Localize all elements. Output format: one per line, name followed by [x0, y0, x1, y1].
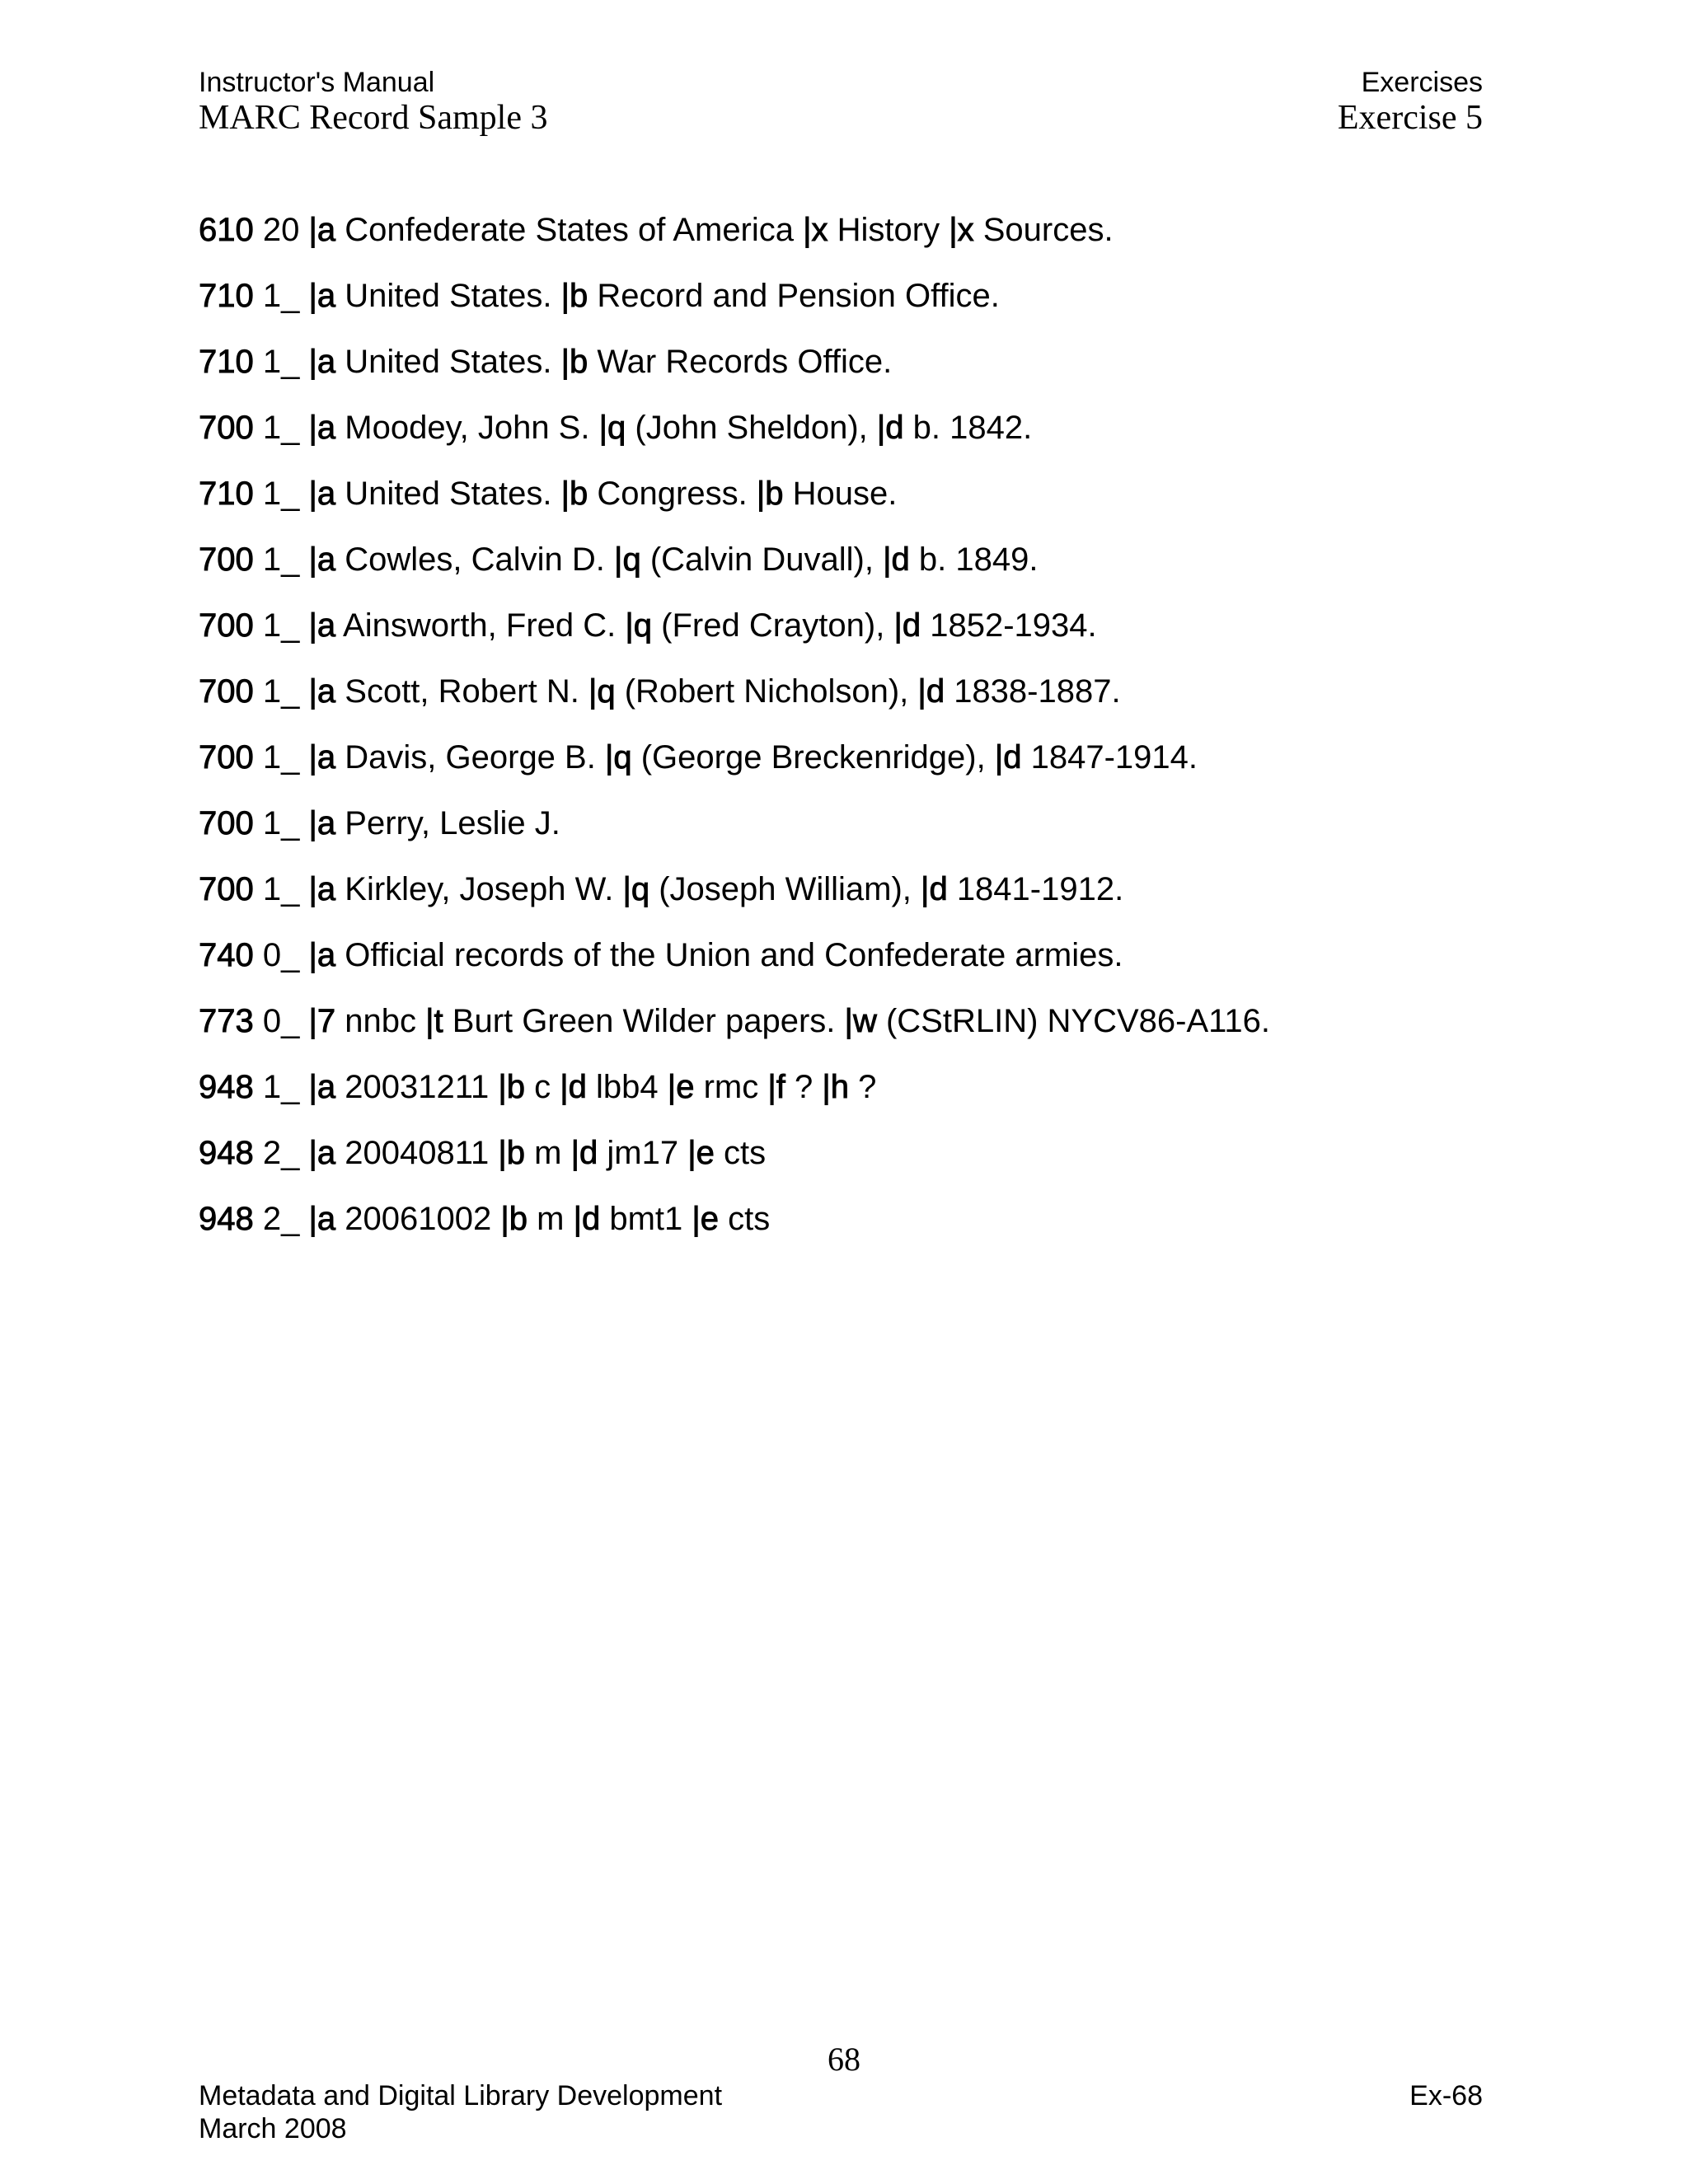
subfield-code: |w	[844, 1003, 877, 1039]
marc-field-line	[199, 474, 1484, 540]
subfield-code: |7	[308, 1003, 336, 1039]
subfield-code: |b	[500, 1201, 528, 1237]
marc-indicators: 20	[262, 212, 300, 248]
marc-field-line	[199, 672, 1484, 738]
subfield-code: |a	[308, 1201, 336, 1237]
subfield-value: 1852-1934.	[930, 607, 1097, 644]
marc-field-line	[199, 1001, 1484, 1067]
subfield-value: United States.	[345, 344, 552, 380]
subfield-value: (John Sheldon),	[635, 410, 868, 446]
header-section: Exercises	[1361, 67, 1483, 98]
footer-page-code: Ex-68	[1409, 2080, 1483, 2111]
marc-field-line	[199, 935, 1484, 1001]
subfield-value: 20031211	[345, 1069, 490, 1105]
subfield-value: Congress.	[597, 476, 748, 512]
subfield-code: |t	[425, 1003, 443, 1039]
subfield-code: |e	[667, 1069, 695, 1105]
subfield-value: ?	[858, 1069, 877, 1105]
subfield-code: |q	[588, 673, 616, 710]
subfield-value: Confederate States of America	[345, 212, 795, 248]
subfield-value: Burt Green Wilder papers.	[452, 1003, 836, 1039]
subfield-code: |d	[893, 607, 921, 644]
marc-tag: 710	[199, 344, 254, 380]
subfield-code: |a	[308, 1069, 336, 1105]
subfield-code: |f	[767, 1069, 785, 1105]
marc-indicators: 1_	[262, 739, 300, 776]
subfield-code: |d	[570, 1135, 598, 1171]
subfield-value: Official records of the Union and Confederate armies.	[345, 937, 1123, 973]
subfield-code: |a	[308, 1135, 336, 1171]
marc-indicators: 1_	[262, 871, 300, 907]
subfield-code: |a	[308, 871, 336, 907]
marc-tag: 948	[199, 1069, 254, 1105]
subfield-code: |d	[917, 673, 945, 710]
subfield-value: jm17	[607, 1135, 679, 1171]
marc-tag: 710	[199, 278, 254, 314]
marc-field-line	[199, 1133, 1484, 1199]
header-record-title: MARC Record Sample 3	[199, 99, 548, 137]
subfield-code: |a	[308, 476, 336, 512]
marc-field-line	[199, 276, 1484, 342]
marc-indicators: 1_	[262, 278, 300, 314]
subfield-code: |b	[560, 278, 588, 314]
subfield-code: |q	[598, 410, 626, 446]
marc-field-line	[199, 869, 1484, 935]
subfield-code: |d	[921, 871, 948, 907]
marc-field-line	[199, 408, 1484, 474]
subfield-value: rmc	[703, 1069, 759, 1105]
subfield-code: |a	[308, 212, 336, 248]
subfield-value: b. 1842.	[912, 410, 1033, 446]
subfield-code: |a	[308, 805, 336, 841]
marc-field-line	[199, 540, 1484, 606]
subfield-value: bmt1	[609, 1201, 683, 1237]
subfield-value: cts	[728, 1201, 771, 1237]
subfield-code: |q	[625, 607, 653, 644]
subfield-value: 1847-1914.	[1030, 739, 1198, 776]
subfield-code: |a	[308, 607, 336, 644]
subfield-code: |e	[687, 1135, 715, 1171]
subfield-value: 1838-1887.	[954, 673, 1121, 710]
subfield-code: |e	[692, 1201, 720, 1237]
subfield-code: |q	[614, 541, 641, 578]
marc-field-line	[199, 738, 1484, 804]
subfield-value: Perry, Leslie J.	[345, 805, 560, 841]
subfield-code: |b	[560, 476, 588, 512]
subfield-value: Sources.	[982, 212, 1114, 248]
subfield-value: cts	[723, 1135, 767, 1171]
subfield-value: Record and Pension Office.	[597, 278, 1000, 314]
marc-indicators: 1_	[262, 607, 300, 644]
subfield-value: House.	[792, 476, 898, 512]
marc-tag: 700	[199, 871, 254, 907]
subfield-value: Ainsworth, Fred C.	[343, 607, 617, 644]
subfield-code: |d	[573, 1201, 601, 1237]
subfield-value: (George Breckenridge),	[640, 739, 986, 776]
subfield-code: |a	[308, 541, 336, 578]
marc-tag: 700	[199, 541, 254, 578]
marc-tag: 700	[199, 673, 254, 710]
subfield-value: m	[537, 1201, 565, 1237]
subfield-value: History	[837, 212, 940, 248]
subfield-value: ?	[794, 1069, 814, 1105]
marc-field-line	[199, 1199, 1484, 1265]
subfield-code: |b	[498, 1135, 526, 1171]
subfield-code: |a	[308, 937, 336, 973]
marc-indicators: 0_	[262, 937, 300, 973]
subfield-code: |a	[308, 278, 336, 314]
subfield-code: |x	[803, 212, 828, 248]
subfield-code: |b	[498, 1069, 526, 1105]
subfield-value: (Calvin Duvall),	[649, 541, 874, 578]
header-manual-title: Instructor's Manual	[199, 67, 435, 98]
subfield-value: (Joseph William),	[659, 871, 912, 907]
subfield-value: (CStRLIN) NYCV86-A116.	[885, 1003, 1271, 1039]
marc-record-body	[199, 210, 1484, 1265]
footer-date: March 2008	[199, 2113, 347, 2144]
marc-indicators: 1_	[262, 673, 300, 710]
subfield-value: b. 1849.	[918, 541, 1039, 578]
subfield-code: |d	[876, 410, 904, 446]
marc-field-line	[199, 342, 1484, 408]
marc-field-line	[199, 210, 1484, 276]
subfield-value: lbb4	[596, 1069, 659, 1105]
subfield-value: m	[534, 1135, 562, 1171]
header-exercise: Exercise 5	[1337, 99, 1483, 137]
subfield-value: Scott, Robert N.	[345, 673, 579, 710]
marc-indicators: 1_	[262, 410, 300, 446]
subfield-code: |d	[883, 541, 910, 578]
subfield-code: |d	[560, 1069, 587, 1105]
marc-indicators: 1_	[262, 344, 300, 380]
subfield-code: |a	[308, 344, 336, 380]
subfield-code: |d	[994, 739, 1022, 776]
subfield-code: |x	[949, 212, 974, 248]
marc-tag: 700	[199, 805, 254, 841]
marc-field-line	[199, 1067, 1484, 1133]
marc-indicators: 1_	[262, 805, 300, 841]
subfield-value: Cowles, Calvin D.	[345, 541, 605, 578]
subfield-code: |a	[308, 410, 336, 446]
subfield-code: |b	[756, 476, 784, 512]
subfield-value: (Fred Crayton),	[661, 607, 885, 644]
subfield-code: |b	[560, 344, 588, 380]
subfield-value: 1841-1912.	[956, 871, 1124, 907]
marc-field-line	[199, 804, 1484, 869]
subfield-value: War Records Office.	[597, 344, 893, 380]
marc-tag: 948	[199, 1135, 254, 1171]
subfield-value: (Robert Nicholson),	[624, 673, 909, 710]
subfield-value: 20040811	[345, 1135, 490, 1171]
marc-indicators: 0_	[262, 1003, 300, 1039]
marc-tag: 773	[199, 1003, 254, 1039]
subfield-code: |a	[308, 739, 336, 776]
subfield-value: United States.	[345, 278, 552, 314]
marc-tag: 740	[199, 937, 254, 973]
footer-course-title: Metadata and Digital Library Development	[199, 2080, 723, 2111]
marc-tag: 700	[199, 739, 254, 776]
marc-indicators: 1_	[262, 541, 300, 578]
marc-indicators: 2_	[262, 1135, 300, 1171]
marc-indicators: 2_	[262, 1201, 300, 1237]
subfield-value: United States.	[345, 476, 552, 512]
subfield-value: c	[534, 1069, 551, 1105]
marc-tag: 610	[199, 212, 254, 248]
subfield-value: Kirkley, Joseph W.	[345, 871, 614, 907]
marc-tag: 948	[199, 1201, 254, 1237]
marc-indicators: 1_	[262, 1069, 300, 1105]
marc-field-line	[199, 606, 1484, 672]
marc-tag: 700	[199, 410, 254, 446]
page-number: 68	[828, 2041, 860, 2078]
marc-tag: 700	[199, 607, 254, 644]
subfield-code: |q	[622, 871, 650, 907]
subfield-code: |q	[604, 739, 632, 776]
subfield-value: Davis, George B.	[345, 739, 596, 776]
marc-indicators: 1_	[262, 476, 300, 512]
subfield-value: 20061002	[345, 1201, 492, 1237]
subfield-code: |h	[822, 1069, 849, 1105]
subfield-value: Moodey, John S.	[345, 410, 590, 446]
subfield-value: nnbc	[345, 1003, 417, 1039]
subfield-code: |a	[308, 673, 336, 710]
marc-tag: 710	[199, 476, 254, 512]
